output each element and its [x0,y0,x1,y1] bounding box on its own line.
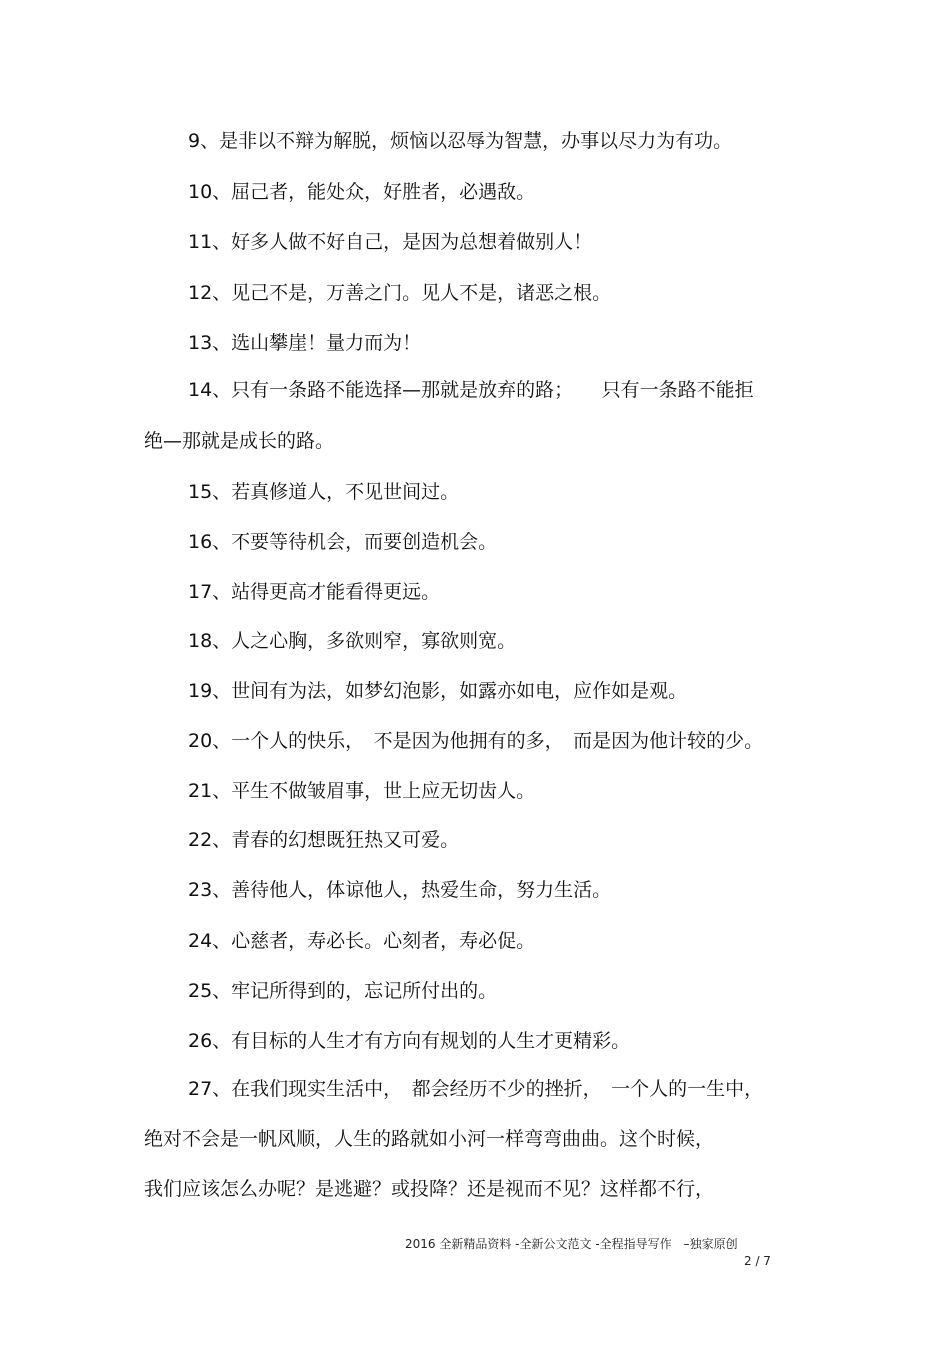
text-line-18: 18、人之心胸，多欲则窄，寡欲则宽。 [188,630,517,652]
text-line-19: 19、世间有为法，如梦幻泡影，如露亦如电，应作如是观。 [188,680,688,702]
text-line-11: 11、好多人做不好自己，是因为总想着做别人！ [188,231,593,253]
text-line-13: 13、选山攀崖！量力而为！ [188,332,422,354]
text-line-21: 21、平生不做皱眉事，世上应无切齿人。 [188,780,536,802]
text-line-12: 12、见己不是，万善之门。见人不是，诸恶之根。 [188,282,612,304]
text-line-16: 16、不要等待机会，而要创造机会。 [188,531,498,553]
text-line-26: 26、有目标的人生才有方向有规划的人生才更精彩。 [188,1030,631,1052]
text-line-23: 23、善待他人，体谅他人，热爱生命，努力生活。 [188,879,612,901]
text-line-27-cont-2: 我们应该怎么办呢？是逃避？或投降？还是视而不见？这样都不行， [144,1178,715,1200]
text-line-15: 15、若真修道人，不见世间过。 [188,481,460,503]
text-line-20: 20、一个人的快乐， 不是因为他拥有的多， 而是因为他计较的少。 [188,730,764,752]
text-line-14: 14、只有一条路不能选择—那就是放弃的路； 只有一条路不能拒 [188,379,754,401]
page-number: 2 / 7 [744,1254,771,1268]
text-line-27-cont-1: 绝对不会是一帆风顺，人生的路就如小河一样弯弯曲曲。这个时候， [144,1128,715,1150]
footer-caption: 2016 全新精品资料 -全新公文范文 -全程指导写作 –独家原创 [405,1237,738,1251]
text-line-17: 17、站得更高才能看得更远。 [188,581,441,603]
text-line-27: 27、在我们现实生活中， 都会经历不少的挫折， 一个人的一生中， [188,1078,764,1100]
text-line-9: 9、是非以不辩为解脱，烦恼以忍辱为智慧，办事以尽力为有功。 [188,130,733,152]
text-line-22: 22、青春的幻想既狂热又可爱。 [188,829,460,851]
text-line-24: 24、心慈者，寿必长。心刻者，寿必促。 [188,930,536,952]
text-line-25: 25、牢记所得到的，忘记所付出的。 [188,980,498,1002]
text-line-14-cont: 绝—那就是成长的路。 [144,430,335,452]
text-line-10: 10、屈己者，能处众，好胜者，必遇敌。 [188,181,536,203]
